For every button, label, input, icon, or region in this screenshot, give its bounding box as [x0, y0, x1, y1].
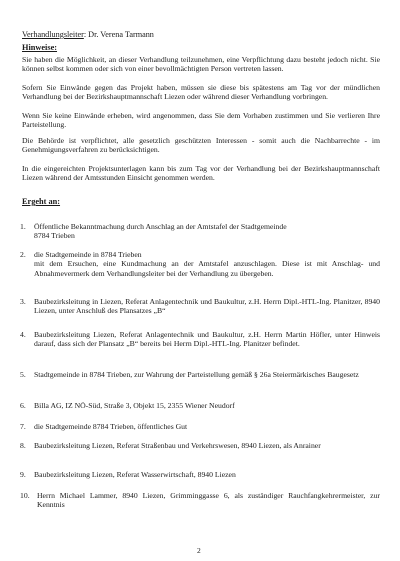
- list-item: [20, 491, 380, 510]
- header-name: : Dr. Verena Tarmann: [83, 30, 154, 39]
- hinweise-heading: Hinweise:: [22, 43, 58, 52]
- list-item: [20, 441, 380, 450]
- item-line: 8784 Trieben: [34, 231, 75, 241]
- hinweise-para-5: [22, 164, 380, 183]
- list-item: [20, 222, 380, 241]
- item-line: Baubezirksleitung Liezen, Referat Straßenbau und Verkehrswesen, 8940 Liezen, als Anrainer: [34, 441, 321, 450]
- list-item: [20, 370, 380, 379]
- item-line: Öffentliche Bekanntmachung durch Anschlag an der Amtstafel der Stadtgemeinde: [34, 222, 287, 231]
- item-number: 8.: [20, 441, 26, 450]
- hinweise-para-2: [22, 83, 380, 102]
- list-item: [20, 250, 380, 278]
- item-number: 6.: [20, 401, 26, 410]
- header-label: Verhandlungsleiter: [22, 30, 84, 39]
- page-number: 2: [197, 546, 201, 555]
- hinweise-text-1: Sie haben die Möglichkeit, an dieser Verhandlung teilzunehmen, eine Verpflichtung dazu besteht jedoch nicht. Sie können selbst kommen oder sich von einer bevollmächtigten Person vertreten lassen.: [22, 55, 380, 74]
- list-item: [20, 422, 380, 431]
- item-line: Stadtgemeinde in 8784 Trieben, zur Wahrung der Parteistellung gemäß § 26a Steiermärkisches Baugesetz: [34, 370, 359, 379]
- hinweise-text-3: Wenn Sie keine Einwände erheben, wird angenommen, dass Sie dem Vorhaben zustimmen und Sie verlieren Ihre Parteistellung.: [22, 111, 380, 130]
- list-item: [20, 401, 380, 410]
- hinweise-para-4: [22, 136, 380, 155]
- item-number: 2.: [20, 250, 26, 259]
- item-line: die Stadtgemeinde 8784 Trieben, öffentliches Gut: [34, 422, 188, 431]
- header-line: [22, 30, 154, 39]
- item-line: die Stadtgemeinde in 8784 Trieben: [34, 250, 142, 259]
- item-number: 3.: [20, 297, 26, 306]
- list-item: [20, 330, 380, 349]
- hinweise-text-4: Die Behörde ist verpflichtet, alle gesetzlich geschützten Interessen - somit auch die Nachbarrechte - im Genehmigungsverfahren zu berücksichtigen.: [22, 136, 380, 155]
- item-line: Herrn Michael Lammer, 8940 Liezen, Grimminggasse 6, als zuständiger Rauchfangkehrermeister, zur Kenntnis: [37, 491, 380, 510]
- item-line: mit dem Ersuchen, eine Kundmachung an der Amtstafel anzuschlagen. Diese ist mit Anschlag- und Abnahmevermerk dem Verhandlungsleiter bei der Verhandlung zu übergeben.: [34, 259, 380, 278]
- hinweise-para-3: [22, 111, 380, 130]
- hinweise-text-5: In die eingereichten Projektsunterlagen kann bis zum Tag vor der Verhandlung bei der Bezirkshauptmannschaft Liezen während der Amtsstunden Einsicht genommen werden.: [22, 164, 380, 183]
- hinweise-para-1: [22, 55, 380, 74]
- item-number: 1.: [20, 222, 26, 231]
- item-number: 5.: [20, 370, 26, 379]
- list-item: [20, 470, 380, 479]
- item-line: Billa AG, IZ NÖ-Süd, Straße 3, Objekt 15, 2355 Wiener Neudorf: [34, 401, 235, 410]
- item-line: Baubezirksleitung in Liezen, Referat Anlagentechnik und Baukultur, z.H. Herrn Dipl.-HTL-Ing. Planitzer, 8940 Liezen, unter Anschluß des Plansatzes „B“: [34, 297, 380, 316]
- list-item: [20, 297, 380, 316]
- item-number: 9.: [20, 470, 26, 479]
- item-line: Baubezirksleitung Liezen, Referat Anlagentechnik und Baukultur, z.H. Herrn Martin Höfler, unter Hinweis darauf, dass sich der Plansatz „B“ bereits bei Herrn Dipl.-HTL-Ing. Planitzer befindet.: [34, 330, 380, 349]
- hinweise-text-2: Sofern Sie Einwände gegen das Projekt haben, müssen sie diese bis spätestens am Tag vor der mündlichen Verhandlung bei der Bezirkshauptmannschaft Liezen oder während dieser Verhandlung vorbringen.: [22, 83, 380, 102]
- item-number: 10.: [20, 491, 30, 500]
- item-number: 4.: [20, 330, 26, 339]
- item-number: 7.: [20, 422, 26, 431]
- item-line: Baubezirksleitung Liezen, Referat Wasserwirtschaft, 8940 Liezen: [34, 470, 236, 479]
- ergeht-heading: Ergeht an:: [22, 197, 61, 206]
